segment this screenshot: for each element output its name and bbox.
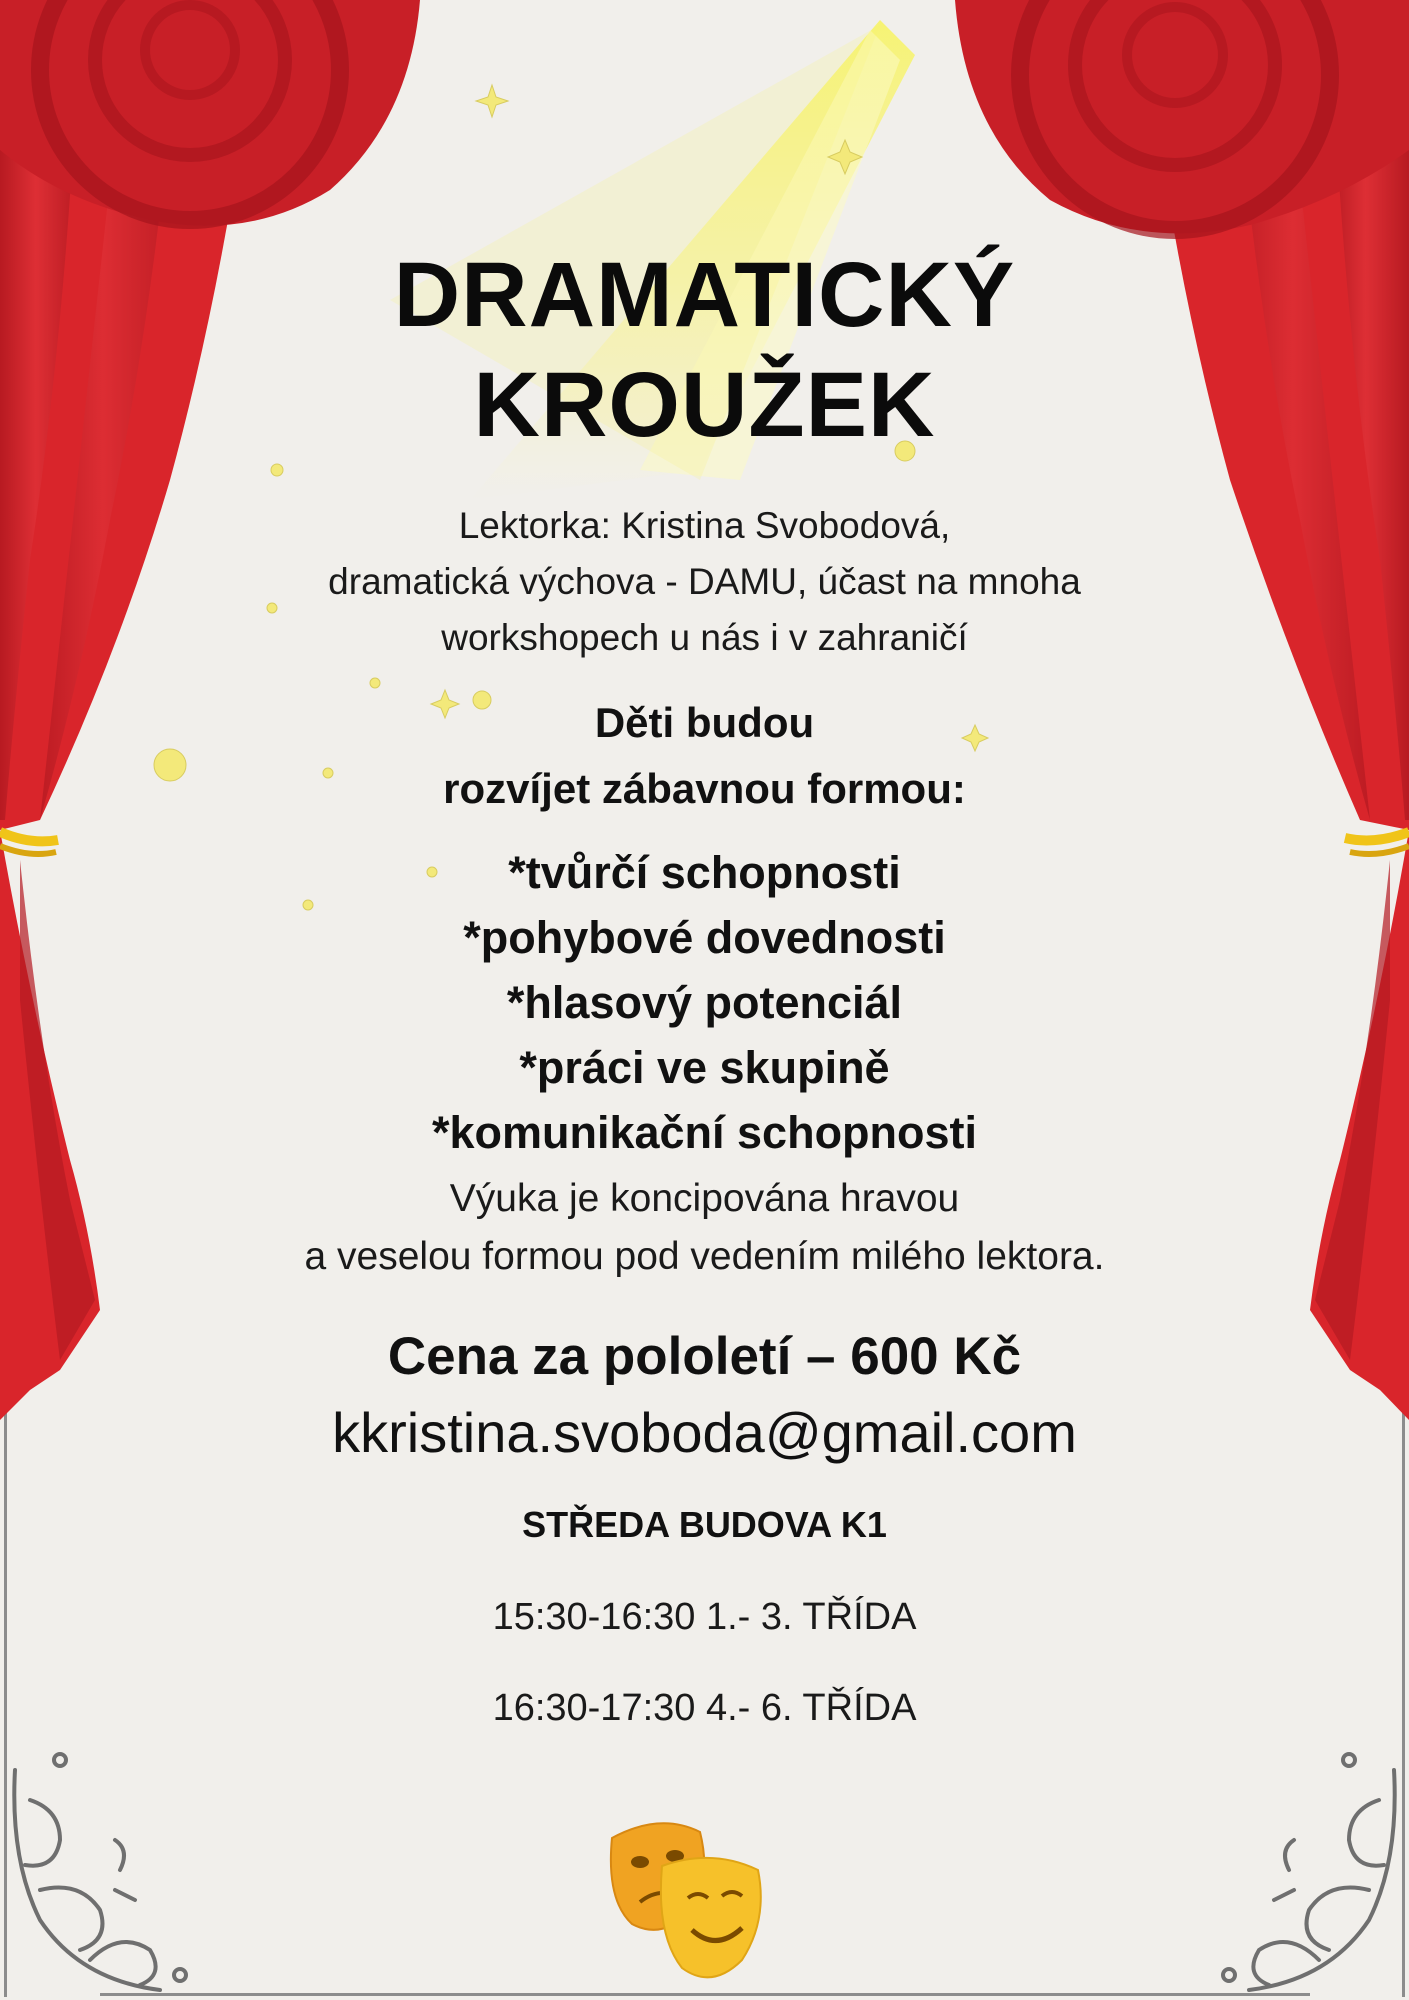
lector-line-1: Lektorka: Kristina Svobodová, — [458, 505, 951, 546]
title-line-1: DRAMATICKÝ — [393, 244, 1016, 346]
skill-item: *práci ve skupině — [519, 1042, 890, 1093]
skill-item: *hlasový potenciál — [506, 977, 903, 1028]
lector-line-2: dramatická výchova - DAMU, účast na mnoha — [328, 561, 1081, 602]
poster-title — [0, 240, 1409, 460]
lector-info — [0, 498, 1409, 666]
schedule-day-place: STŘEDA BUDOVA K1 — [522, 1504, 887, 1545]
schedule-slot: 15:30-16:30 1.- 3. TŘÍDA — [492, 1596, 917, 1638]
intro-line-1: Děti budou — [594, 699, 815, 746]
intro-heading — [0, 690, 1409, 822]
closing-line-1: Výuka je koncipována hravou — [449, 1177, 960, 1220]
title-line-2: KROUŽEK — [473, 354, 936, 456]
skills-list — [0, 840, 1409, 1165]
contact-email[interactable]: kkristina.svoboda@gmail.com — [332, 1401, 1077, 1464]
lector-line-3: workshopech u nás i v zahraničí — [441, 617, 968, 658]
skill-item: *tvůrčí schopnosti — [508, 847, 901, 898]
price-text: Cena za pololetí – 600 Kč — [387, 1327, 1022, 1386]
schedule-slot: 16:30-17:30 4.- 6. TŘÍDA — [492, 1687, 917, 1729]
closing-line-2: a veselou formou pod vedením milého lektora. — [304, 1235, 1105, 1278]
skill-item: *pohybové dovednosti — [463, 912, 946, 963]
closing-text — [0, 1170, 1409, 1286]
skill-item: *komunikační schopnosti — [431, 1107, 978, 1158]
theater-masks-icon — [611, 1823, 761, 1977]
intro-line-2: rozvíjet zábavnou formou: — [443, 765, 966, 812]
